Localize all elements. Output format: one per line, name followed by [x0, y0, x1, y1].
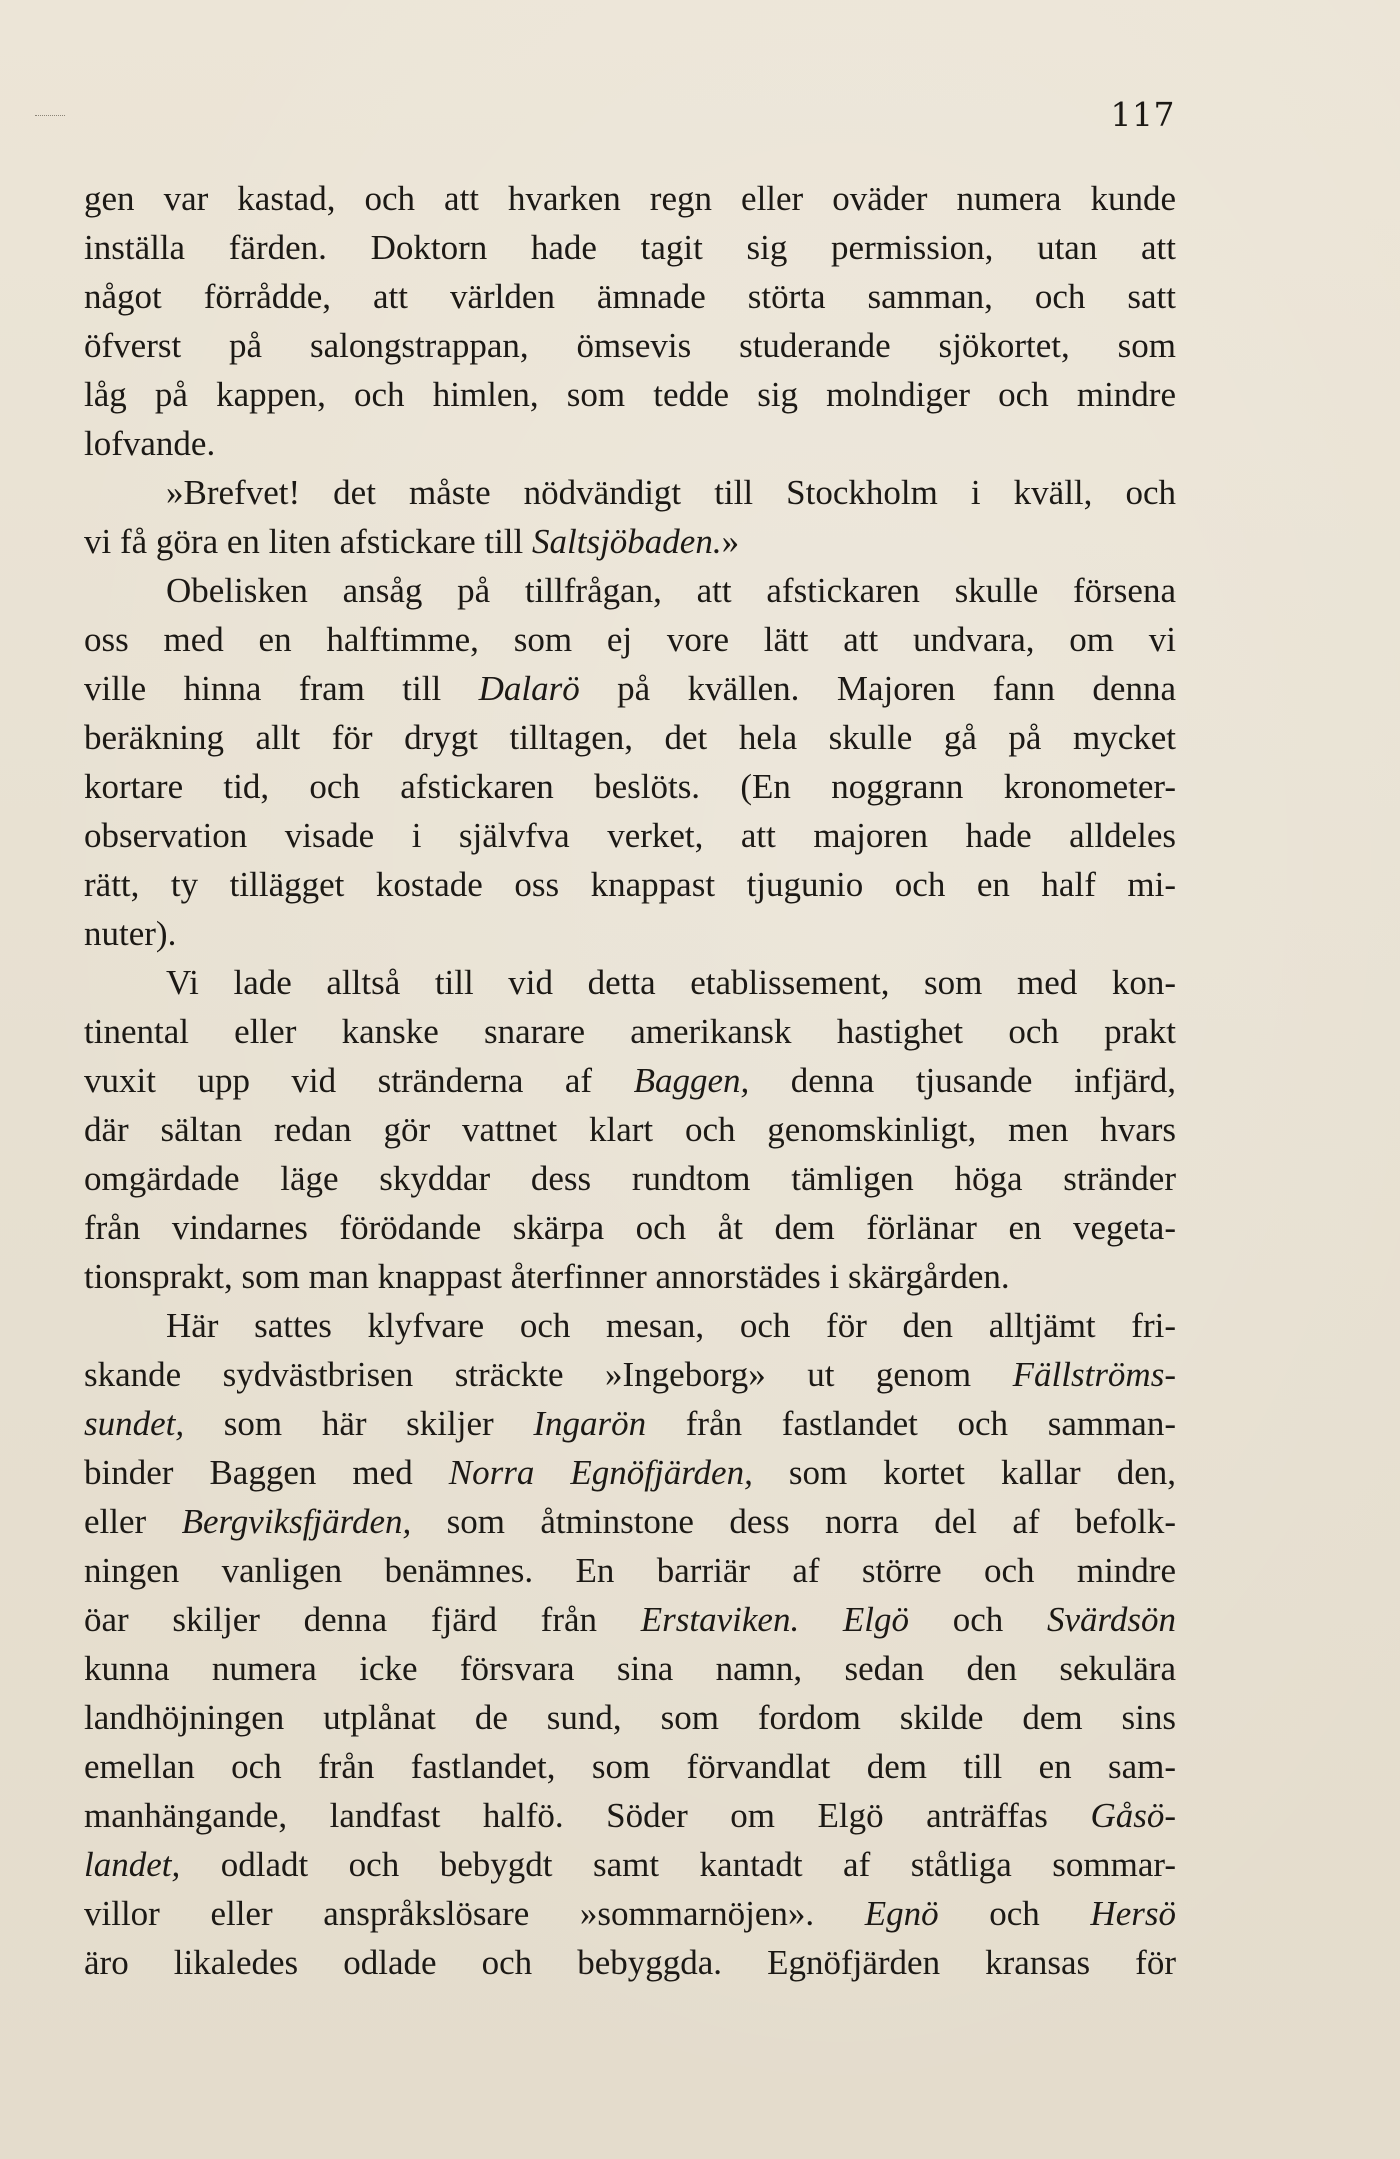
text-line: ningen vanligen benämnes. En barriär af större och mindre — [84, 1551, 1176, 1590]
page-number: 117 — [1110, 95, 1175, 134]
place-name: Ingarön — [533, 1404, 647, 1443]
text-line: ville hinna fram till Dalarö på kvällen. Majoren fann denna — [84, 669, 1176, 708]
text-line: skande sydvästbrisen sträckte »Ingeborg» ut genom Fällströms- — [84, 1355, 1176, 1394]
text-line: beräkning allt för drygt tilltagen, det hela skulle gå på mycket — [84, 718, 1176, 757]
text-line: landhöjningen utplånat de sund, som fordom skilde dem sins — [84, 1698, 1176, 1737]
body-text — [84, 174, 1176, 1987]
text-line: öar skiljer denna fjärd från Erstaviken. Elgö och Svärdsön — [84, 1600, 1176, 1639]
place-name: Egnö — [864, 1894, 939, 1933]
text-line: sundet, som här skiljer Ingarön från fastlandet och samman- — [84, 1404, 1176, 1443]
text-line: eller Bergviksfjärden, som åtminstone dess norra del af befolk- — [84, 1502, 1176, 1541]
place-name: Erstaviken. — [640, 1600, 800, 1639]
text-line: manhängande, landfast halfö. Söder om Elgö anträffas Gåsö- — [84, 1796, 1176, 1835]
place-name: Norra Egnöfjärden, — [448, 1453, 753, 1492]
text-line: villor eller anspråkslösare »sommarnöjen». Egnö och Hersö — [84, 1894, 1176, 1933]
text-line: vuxit upp vid stränderna af Baggen, denna tjusande infjärd, — [84, 1061, 1176, 1100]
text-line: landet, odladt och bebygdt samt kantadt af ståtliga sommar- — [84, 1845, 1176, 1884]
text-line: kunna numera icke försvara sina namn, sedan den sekulära — [84, 1649, 1176, 1688]
text-line: emellan och från fastlandet, som förvandlat dem till en sam- — [84, 1747, 1176, 1786]
place-name: landet, — [84, 1845, 181, 1884]
text-line: öfverst på salongstrappan, ömsevis studerande sjökortet, som — [84, 326, 1176, 365]
text-line: observation visade i självfva verket, att majoren hade alldeles — [84, 816, 1176, 855]
place-name: Fällströms- — [1012, 1355, 1176, 1394]
text-line: Obelisken ansåg på tillfrågan, att afstickaren skulle försena — [166, 571, 1176, 610]
text-line: tinental eller kanske snarare amerikansk hastighet och prakt — [84, 1012, 1176, 1051]
text-line: nuter). — [84, 914, 177, 953]
text-line: inställa färden. Doktorn hade tagit sig permission, utan att — [84, 228, 1176, 267]
text-line: kortare tid, och afstickaren beslöts. (En noggrann kronometer- — [84, 767, 1176, 806]
place-name: Dalarö — [478, 669, 580, 708]
text-line: äro likaledes odlade och bebyggda. Egnöfjärden kransas för — [84, 1943, 1176, 1982]
place-name: Hersö — [1090, 1894, 1176, 1933]
text-line: vi få göra en liten afstickare till Saltsjöbaden.» — [84, 522, 740, 561]
place-name: Svärdsön — [1047, 1600, 1176, 1639]
text-line: tionsprakt, som man knappast återfinner annorstädes i skärgården. — [84, 1257, 1010, 1296]
text-line: rätt, ty tillägget kostade oss knappast tjugunio och en half mi- — [84, 865, 1176, 904]
text-line: låg på kappen, och himlen, som tedde sig molndiger och mindre — [84, 375, 1176, 414]
text-line: lofvande. — [84, 424, 216, 463]
text-line: »Brefvet! det måste nödvändigt till Stockholm i kväll, och — [166, 473, 1176, 512]
text-line: Här sattes klyfvare och mesan, och för den alltjämt fri- — [166, 1306, 1176, 1345]
text-line: omgärdade läge skyddar dess rundtom tämligen höga stränder — [84, 1159, 1176, 1198]
text-line: där sältan redan gör vattnet klart och genomskinligt, men hvars — [84, 1110, 1176, 1149]
place-name: Baggen, — [633, 1061, 750, 1100]
place-name: Bergviksfjärden, — [181, 1502, 412, 1541]
text-line: något förrådde, att världen ämnade störta samman, och satt — [84, 277, 1176, 316]
place-name: Elgö — [842, 1600, 910, 1639]
text-line: från vindarnes förödande skärpa och åt dem förlänar en vegeta- — [84, 1208, 1176, 1247]
text-line: binder Baggen med Norra Egnöfjärden, som kortet kallar den, — [84, 1453, 1176, 1492]
text-line: gen var kastad, och att hvarken regn eller oväder numera kunde — [84, 179, 1176, 218]
place-name: sundet, — [84, 1404, 185, 1443]
place-name: Gåsö- — [1090, 1796, 1176, 1835]
margin-mark — [35, 115, 65, 116]
text-line: oss med en halftimme, som ej vore lätt att undvara, om vi — [84, 620, 1176, 659]
place-name: Saltsjöbaden. — [532, 522, 722, 561]
text-line: Vi lade alltså till vid detta etablissement, som med kon- — [166, 963, 1176, 1002]
